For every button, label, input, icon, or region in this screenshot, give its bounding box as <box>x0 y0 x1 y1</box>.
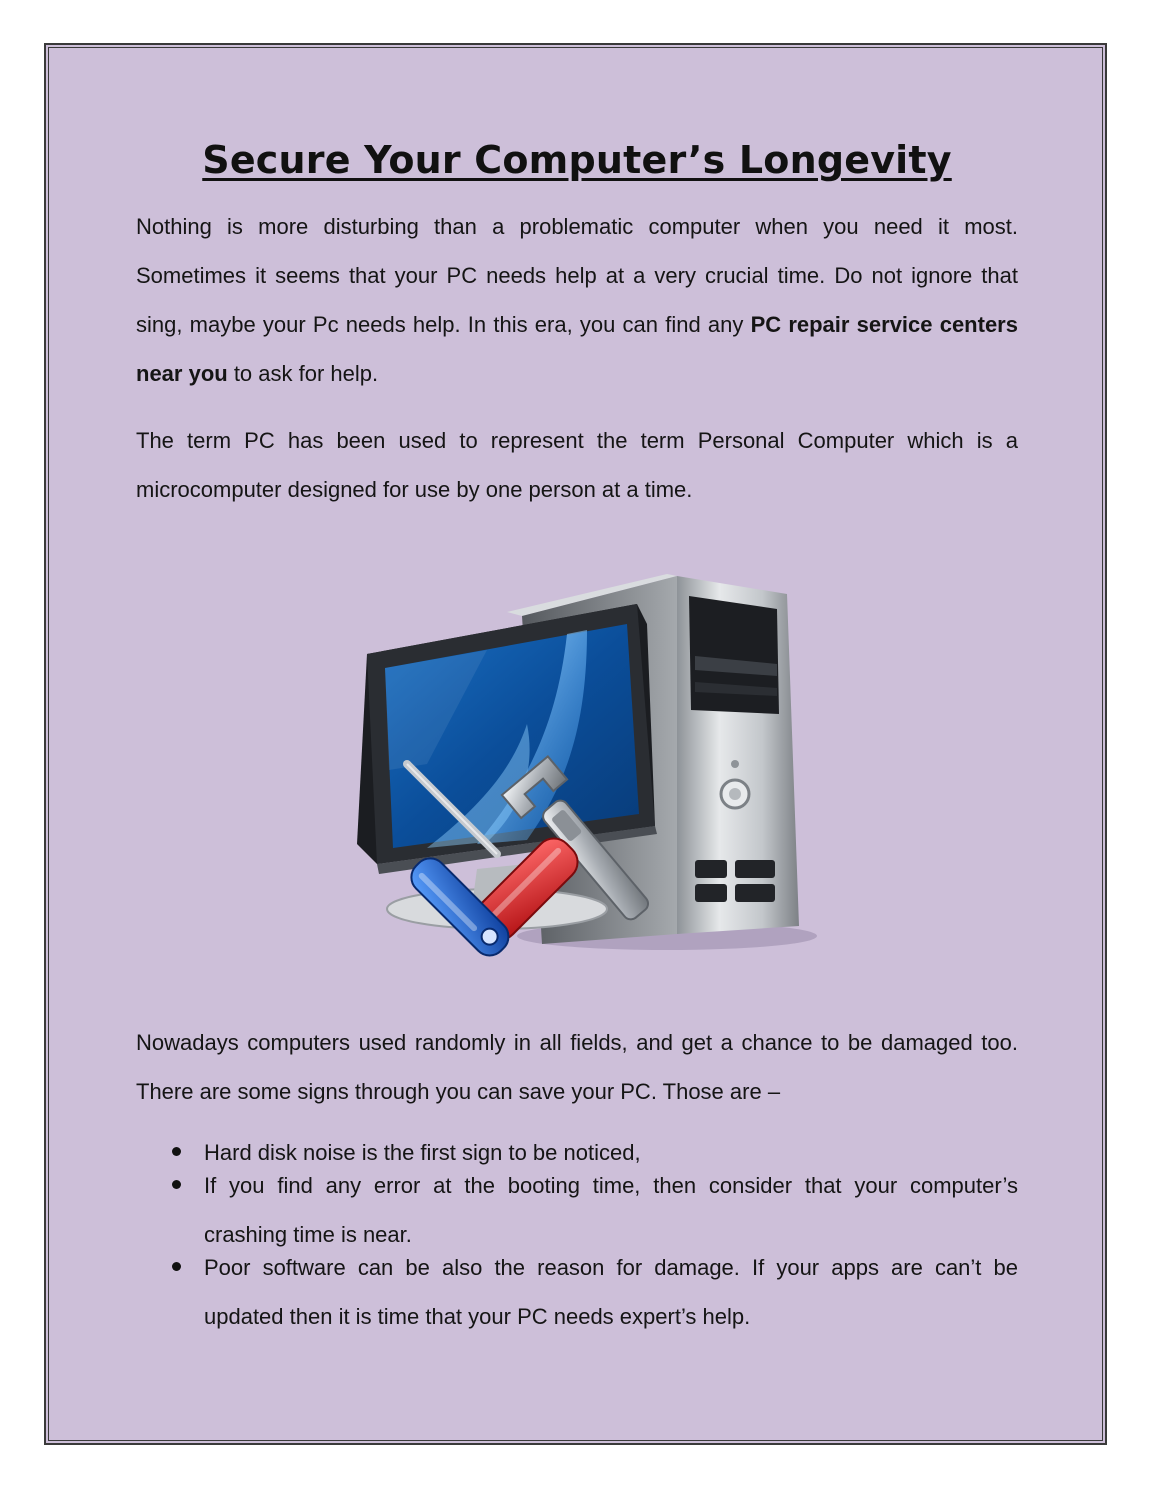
page-title: Secure Your Computer’s Longevity <box>202 138 952 182</box>
pc-definition-paragraph: The term PC has been used to represent the term Personal Computer which is a microcomputer designed for use by one person at a time. <box>136 428 1018 502</box>
intro-paragraph <box>136 202 1018 398</box>
bullet-icon <box>172 1147 181 1156</box>
bullet-icon <box>172 1262 181 1271</box>
signs-list <box>136 1128 1018 1341</box>
list-item <box>204 1243 1018 1341</box>
list-item-text: Poor software can be also the reason for damage. If your apps are can’t be updated then it is time that your PC needs expert’s help. <box>204 1255 1018 1329</box>
list-item-text: If you find any error at the booting time, then consider that your computer’s crashing time is near. <box>204 1173 1018 1247</box>
bullet-icon <box>172 1180 181 1189</box>
intro-bold-phrase: PC repair service centers near you <box>136 312 1018 386</box>
list-item-text: Hard disk noise is the first sign to be noticed, <box>204 1140 641 1165</box>
document-content <box>136 130 1018 1341</box>
computer-repair-icon <box>337 564 817 984</box>
intro-text: Nothing is more disturbing than a problematic computer when you need it most. Sometimes it seems that your PC needs help at a very crucial time. Do not ignore that sing, maybe your Pc needs help. In this era, you can find any <box>136 214 1018 337</box>
damage-signs-paragraph: Nowadays computers used randomly in all fields, and get a chance to be damaged too. There are some signs through you can save your PC. Those are – <box>136 1030 1018 1104</box>
intro-text-end: to ask for help. <box>227 361 379 386</box>
